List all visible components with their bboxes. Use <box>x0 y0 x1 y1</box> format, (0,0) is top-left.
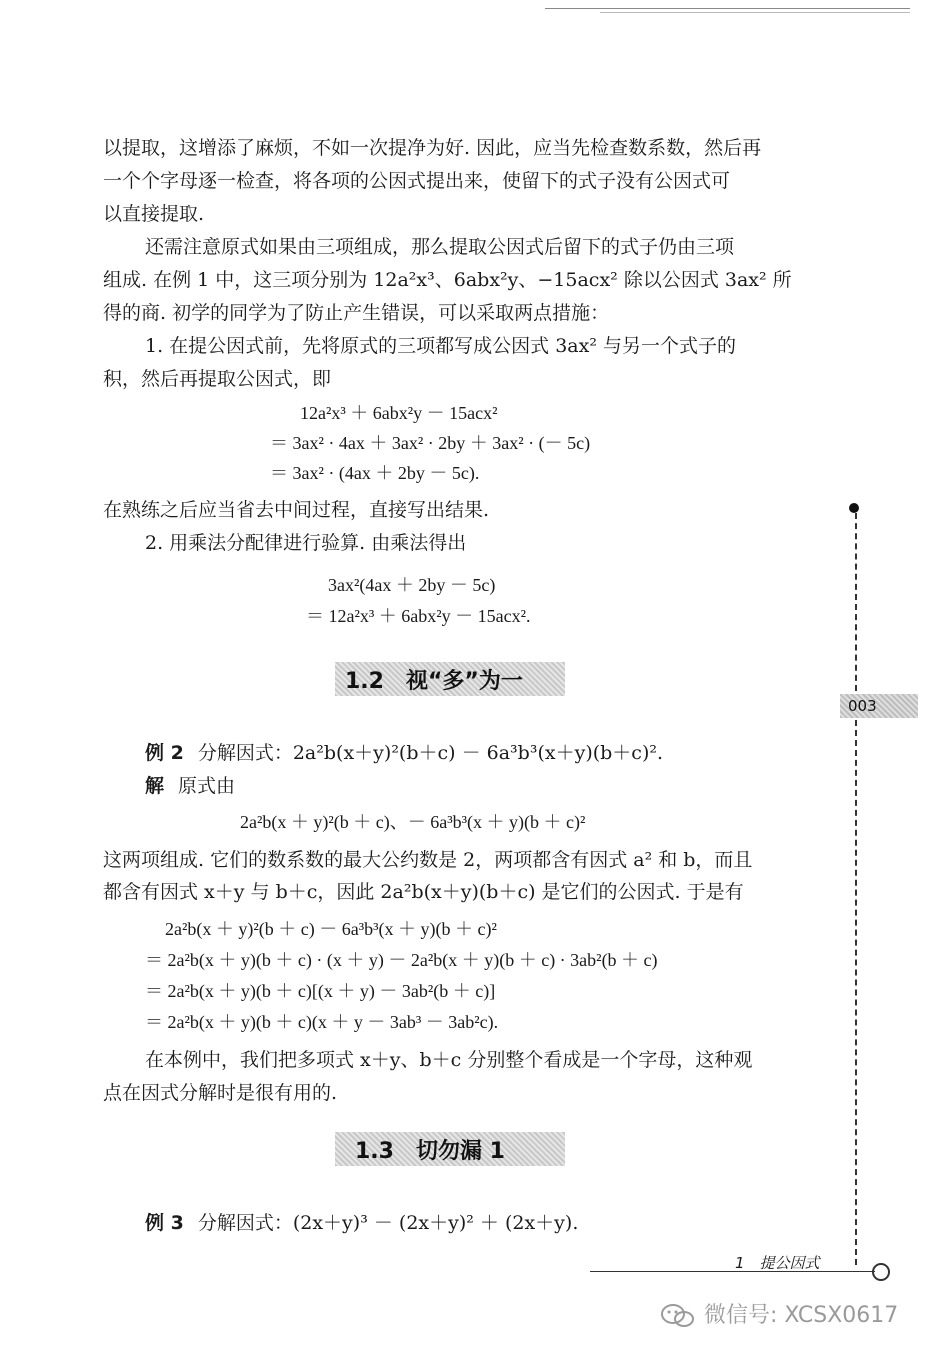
equation-line: 2a²b(x ＋ y)²(b ＋ c)、－ 6a³b³(x ＋ y)(b ＋ c)² <box>240 812 586 832</box>
section-title-1-2: 1.2 视“多”为一 <box>345 669 523 694</box>
equation-line: ＝ 3ax² · (4ax ＋ 2by － 5c). <box>270 463 480 483</box>
paragraph-line: 在熟练之后应当省去中间过程，直接写出结果. <box>103 499 490 521</box>
paragraph-line: 积，然后再提取公因式，即 <box>103 368 332 390</box>
equation-line: 3ax²(4ax ＋ 2by － 5c) <box>328 575 496 595</box>
margin-dashed-line <box>855 720 857 1265</box>
margin-dot <box>849 503 859 513</box>
example-text: 分解因式：(2x＋y)³ － (2x＋y)² ＋ (2x＋y). <box>197 1212 579 1234</box>
watermark-text: 微信号: XCSX0617 <box>704 1303 899 1328</box>
example-label: 例 3 <box>145 1212 184 1234</box>
paragraph-line: 组成. 在例 1 中，这三项分别为 12a²x³、6abx²y、−15acx² 除以公因式 3ax² 所 <box>103 269 792 291</box>
example-label: 例 2 <box>145 742 184 764</box>
equation-line: 2a²b(x ＋ y)²(b ＋ c) － 6a³b³(x ＋ y)(b ＋ c)² <box>165 919 497 939</box>
example-text: 分解因式：2a²b(x＋y)²(b＋c) － 6a³b³(x＋y)(b＋c)². <box>197 742 664 764</box>
solution-text: 原式由 <box>178 775 236 797</box>
paragraph-line: 还需注意原式如果由三项组成，那么提取公因式后留下的式子仍由三项 <box>145 236 735 258</box>
equation-line: ＝ 2a²b(x ＋ y)(b ＋ c)(x ＋ y － 3ab³ － 3ab²c). <box>145 1012 499 1032</box>
example-2 <box>145 738 663 765</box>
margin-dashed-line <box>855 513 857 691</box>
paragraph-line: 得的商. 初学的同学为了防止产生错误，可以采取两点措施： <box>103 302 610 324</box>
running-footer: 1 提公因式 <box>735 1254 820 1272</box>
paragraph-line: 都含有因式 x＋y 与 b＋c，因此 2a²b(x＋y)(b＋c) 是它们的公因式. 于是有 <box>103 881 744 903</box>
equation-line: 12a²x³ ＋ 6abx²y － 15acx² <box>300 403 498 423</box>
paragraph-line: 以提取，这增添了麻烦，不如一次提净为好. 因此，应当先检查数系数，然后再 <box>103 137 762 159</box>
example-3 <box>145 1208 578 1235</box>
solution <box>145 771 235 798</box>
equation-line: ＝ 12a²x³ ＋ 6abx²y － 15acx². <box>306 606 531 626</box>
paragraph-line: 一个个字母逐一检查，将各项的公因式提出来，使留下的式子没有公因式可 <box>103 170 731 192</box>
header-rule-secondary <box>600 12 910 13</box>
footer-circle-icon <box>872 1263 890 1281</box>
paragraph-line: 在本例中，我们把多项式 x＋y、b＋c 分别整个看成是一个字母，这种观 <box>145 1049 753 1071</box>
paragraph-line: 2. 用乘法分配律进行验算. 由乘法得出 <box>145 532 467 554</box>
wechat-icon <box>660 1303 696 1329</box>
paragraph-line: 以直接提取. <box>103 203 205 225</box>
equation-line: ＝ 2a²b(x ＋ y)(b ＋ c) · (x ＋ y) － 2a²b(x ＋ y)(b ＋ c) · 3ab²(b ＋ c) <box>145 950 658 970</box>
watermark <box>660 1298 898 1329</box>
section-title-1-3: 1.3 切勿漏 1 <box>355 1139 505 1164</box>
solution-label: 解 <box>145 775 165 797</box>
page-number-tab: 003 <box>840 694 918 718</box>
header-rule <box>545 8 910 9</box>
equation-line: ＝ 3ax² · 4ax ＋ 3ax² · 2by ＋ 3ax² · (－ 5c) <box>270 433 591 453</box>
paragraph-line: 这两项组成. 它们的数系数的最大公约数是 2，两项都含有因式 a² 和 b，而且 <box>103 849 753 871</box>
footer-rule <box>590 1271 875 1272</box>
paragraph-line: 点在因式分解时是很有用的. <box>103 1082 338 1104</box>
paragraph-line: 1. 在提公因式前，先将原式的三项都写成公因式 3ax² 与另一个式子的 <box>145 335 736 357</box>
equation-line: ＝ 2a²b(x ＋ y)(b ＋ c)[(x ＋ y) － 3ab²(b ＋ c)] <box>145 981 496 1001</box>
